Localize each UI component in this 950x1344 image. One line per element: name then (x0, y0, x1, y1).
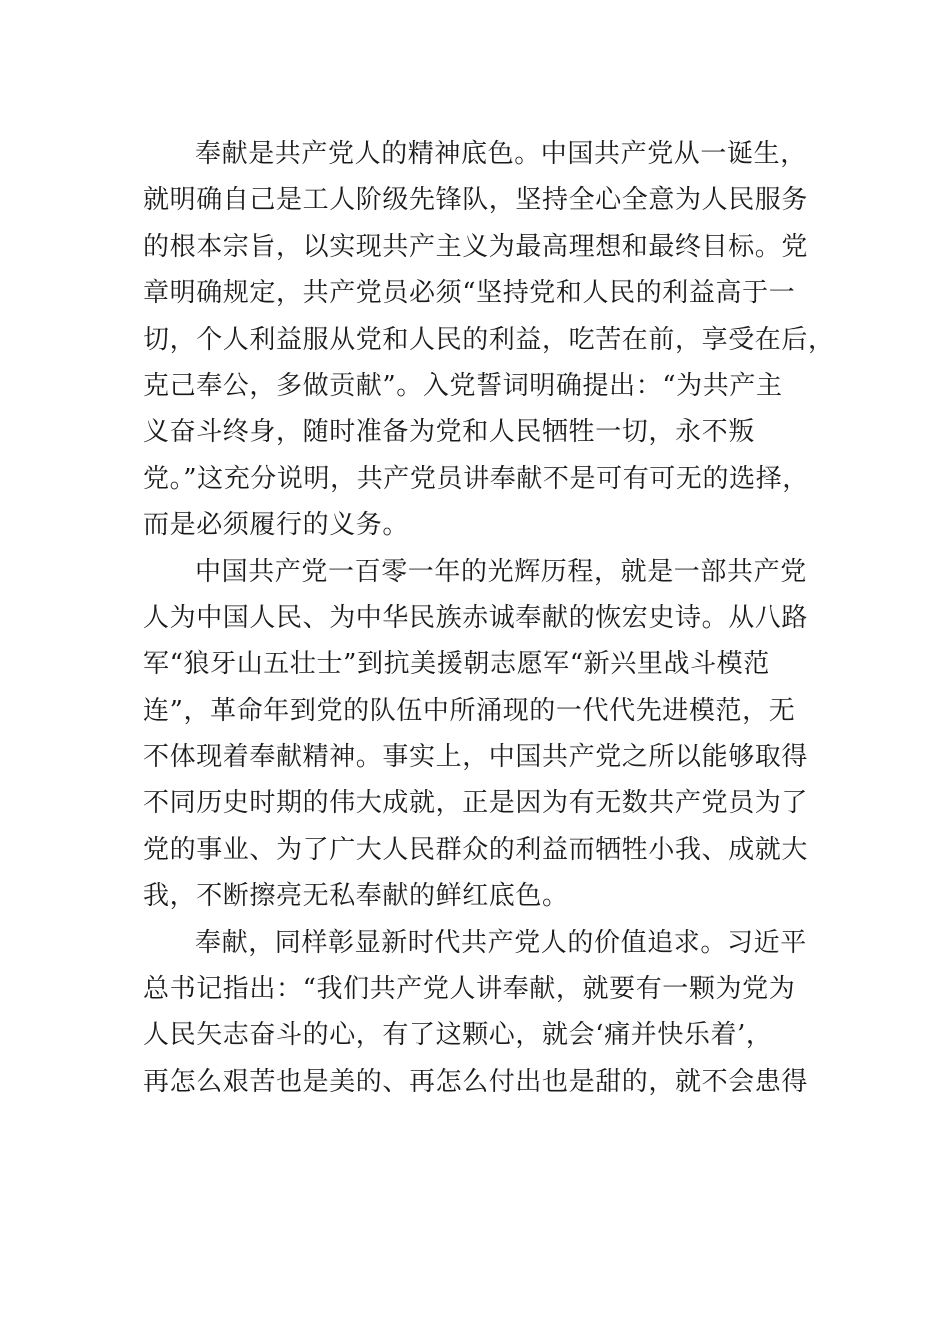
paragraph-line: 中国共产党一百零一年的光辉历程，就是一部共产党 (195, 556, 807, 587)
paragraph-3 (143, 920, 809, 1106)
paragraph-2 (143, 549, 809, 920)
paragraph-line: 连”，革命年到党的队伍中所涌现的一代代先进模范，无 (143, 695, 796, 726)
paragraph-line: 党。”这充分说明，共产党员讲奉献不是可有可无的选择， (143, 463, 809, 494)
paragraph-line: 的根本宗旨，以实现共产主义为最高理想和最终目标。党 (143, 231, 809, 262)
paragraph-line: 军“狼牙山五壮士”到抗美援朝志愿军“新兴里战斗模范 (143, 649, 770, 680)
paragraph-1 (143, 131, 835, 549)
paragraph-line: 不体现着奉献精神。事实上，中国共产党之所以能够取得 (143, 742, 809, 773)
paragraph-line: 切，个人利益服从党和人民的利益，吃苦在前，享受在后， (143, 324, 835, 355)
paragraph-line: 我，不断擦亮无私奉献的鲜红底色。 (143, 881, 569, 912)
paragraph-line: 党的事业、为了广大人民群众的利益而牺牲小我、成就大 (143, 834, 809, 865)
paragraph-line: 再怎么艰苦也是美的、再怎么付出也是甜的，就不会患得 (143, 1066, 809, 1097)
paragraph-line: 人为中国人民、为中华民族赤诚奉献的恢宏史诗。从八路 (143, 602, 809, 633)
paragraph-line: 人民矢志奋斗的心，有了这颗心，就会‘痛并快乐着’， (143, 1020, 773, 1051)
paragraph-line: 不同历史时期的伟大成就，正是因为有无数共产党员为了 (143, 788, 809, 819)
paragraph-line: 而是必须履行的义务。 (143, 510, 410, 541)
paragraph-line: 克己奉公，多做贡献”。入党誓词明确提出：“为共产主 (143, 370, 783, 401)
paragraph-line: 奉献是共产党人的精神底色。中国共产党从一诞生， (195, 139, 807, 169)
paragraph-line: 章明确规定，共产党员必须“坚持党和人民的利益高于一 (143, 278, 796, 309)
document-body (143, 131, 835, 1105)
paragraph-line: 就明确自己是工人阶级先锋队，坚持全心全意为人民服务 (143, 185, 809, 216)
paragraph-line: 总书记指出：“我们共产党人讲奉献，就要有一颗为党为 (143, 974, 796, 1005)
paragraph-line: 义奋斗终身，随时准备为党和人民牺牲一切，永不叛 (143, 417, 755, 448)
paragraph-line: 奉献，同样彰显新时代共产党人的价值追求。习近平 (195, 927, 807, 958)
